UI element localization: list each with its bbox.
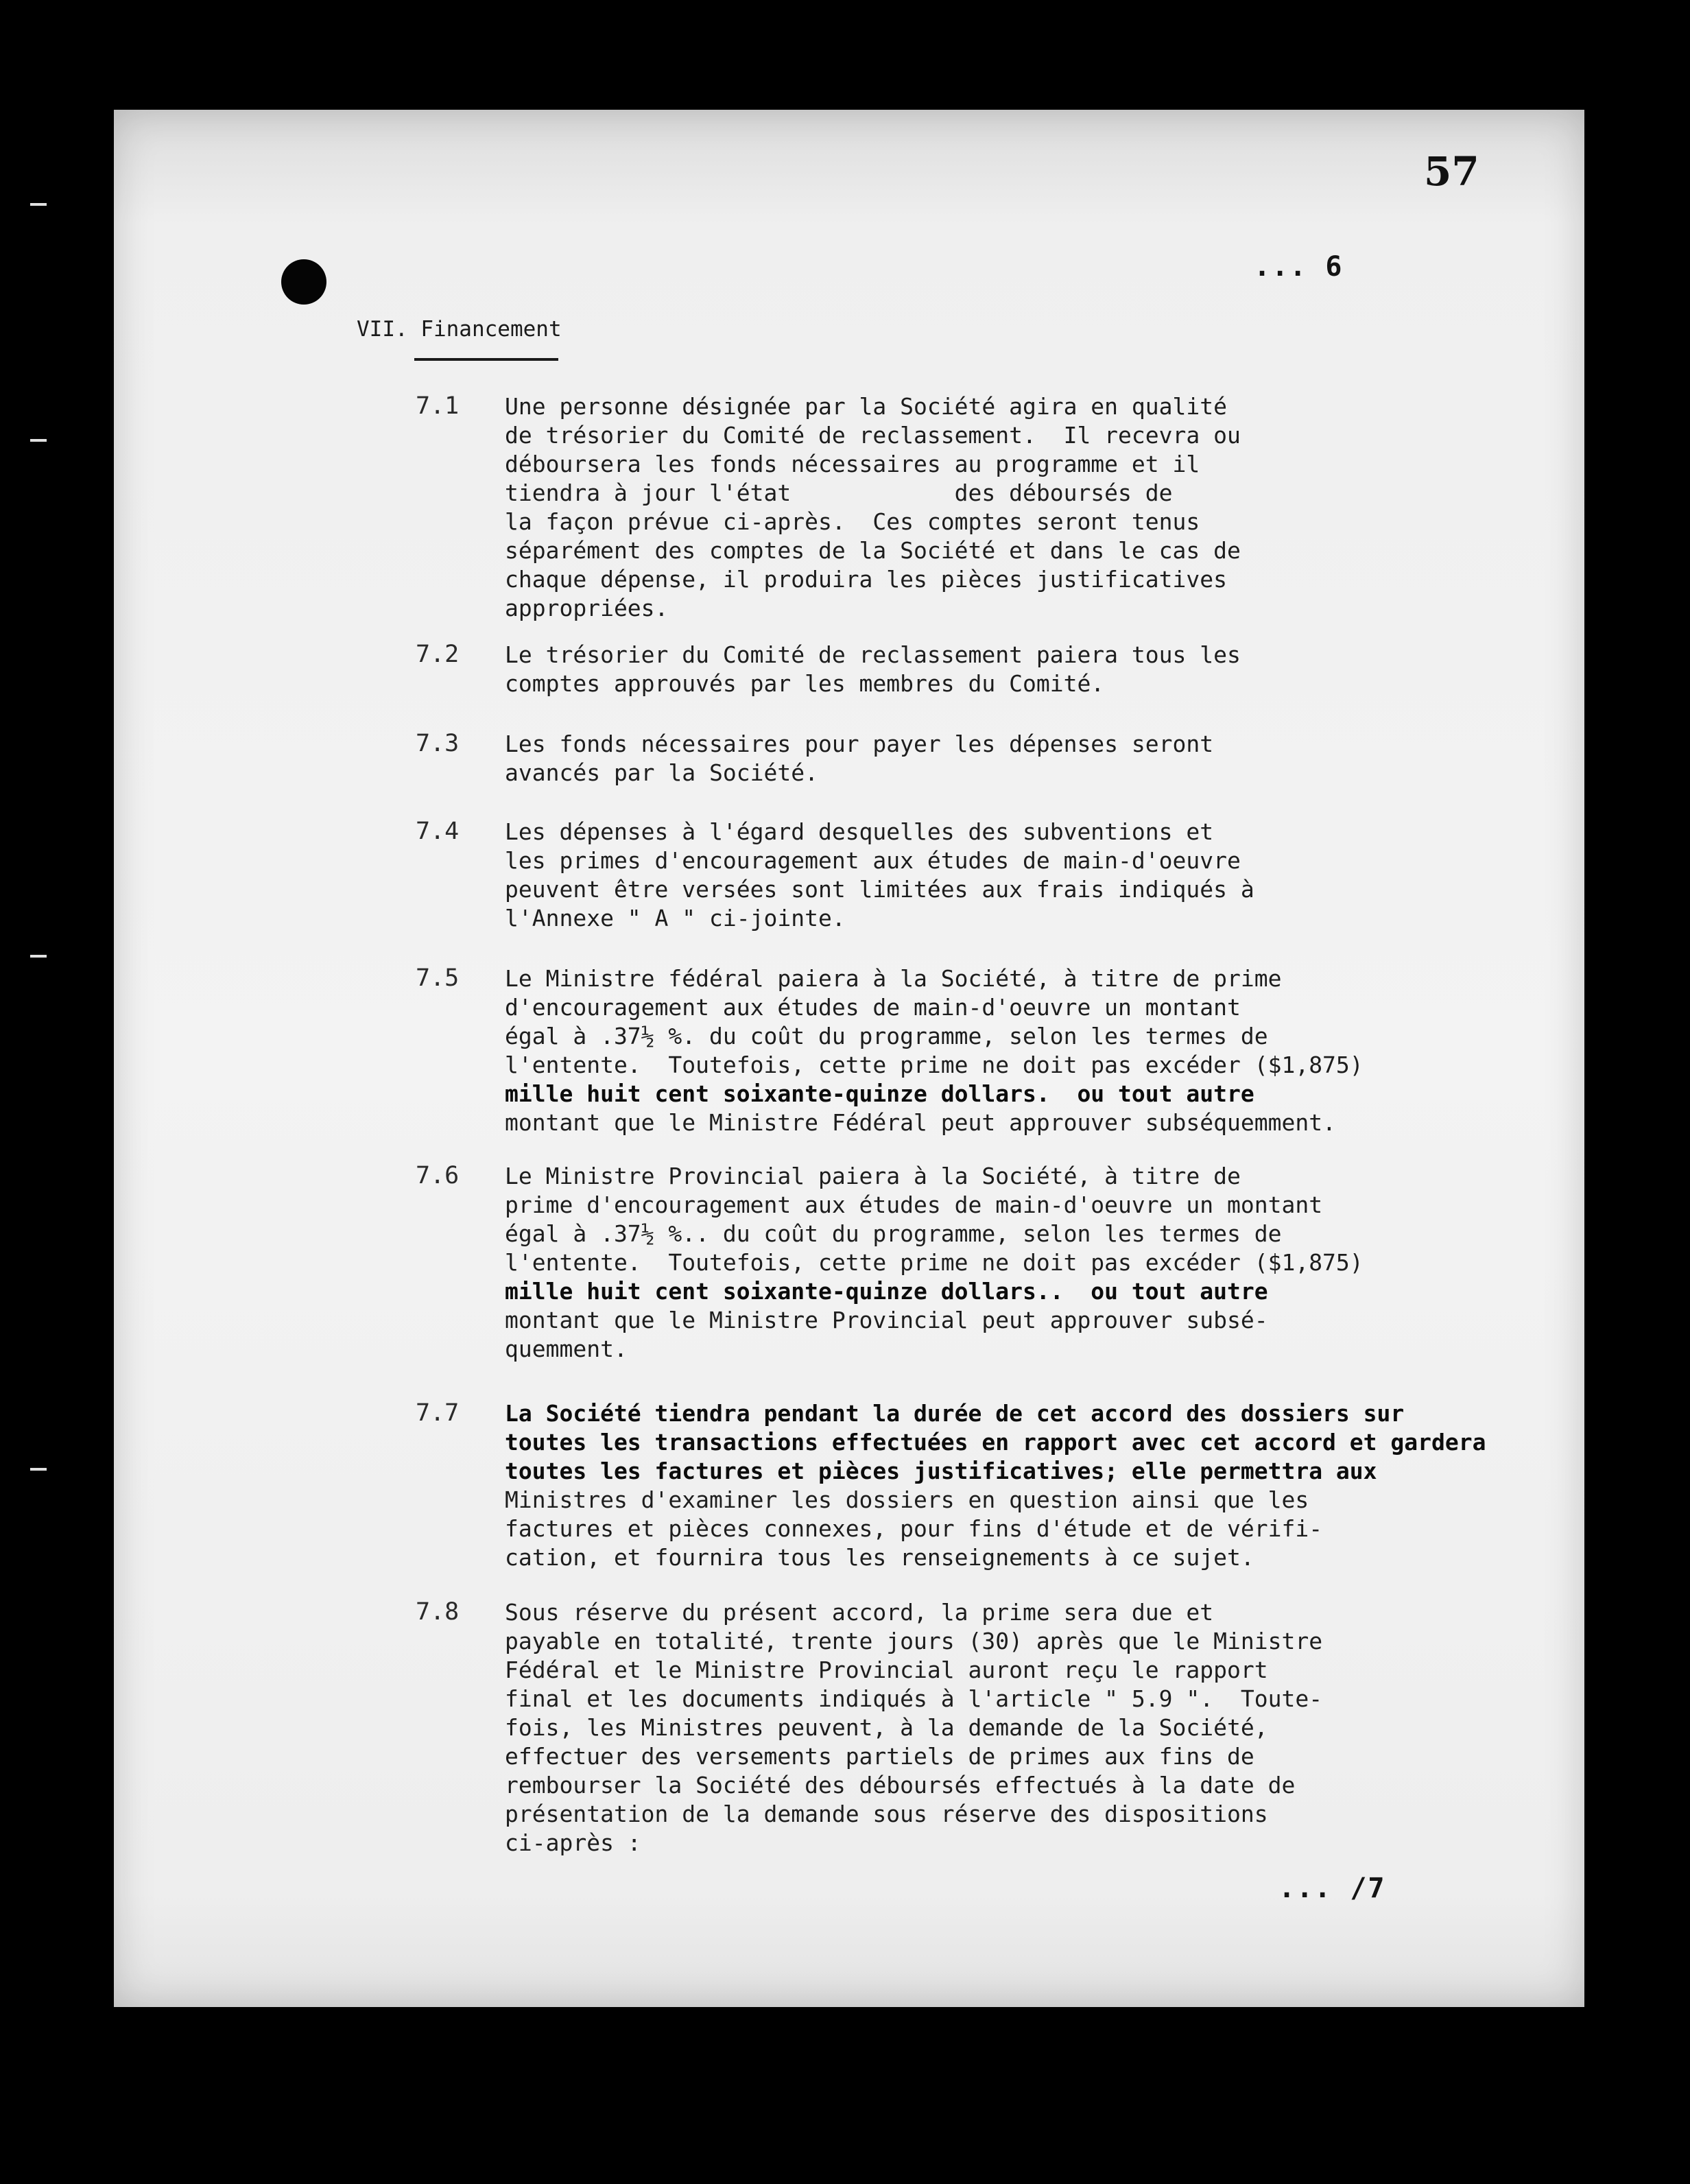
clause-number: 7.3 (416, 730, 460, 757)
clause-line: Fédéral et le Ministre Provincial auront reçu le rapport (505, 1657, 1268, 1683)
clause-text (505, 641, 1499, 698)
clause-number: 7.4 (416, 818, 460, 845)
clause-line: avancés par la Société. (505, 759, 818, 786)
clause-line: Les dépenses à l'égard desquelles des subventions et (505, 818, 1214, 845)
clause-line: déboursera les fonds nécessaires au programme et il (505, 451, 1200, 477)
clause-text (505, 392, 1499, 623)
clause-line: mille huit cent soixante-quinze dollars.. ou tout autre (505, 1278, 1268, 1305)
clause-line: rembourser la Société des déboursés effectués à la date de (505, 1772, 1296, 1799)
clause-number: 7.1 (416, 392, 460, 420)
clause-line: la façon prévue ci-après. Ces comptes seront tenus (505, 508, 1200, 535)
clause-text (505, 1162, 1499, 1364)
clause-line: quemment. (505, 1336, 628, 1362)
scan-edge-mark (30, 439, 47, 442)
clause-number: 7.2 (416, 641, 460, 668)
clause-line: Le Ministre fédéral paiera à la Société, à titre de prime (505, 965, 1282, 992)
clause-line: Sous réserve du présent accord, la prime sera due et (505, 1599, 1214, 1626)
clause-text (505, 730, 1499, 787)
clause-line: prime d'encouragement aux études de main-d'oeuvre un montant (505, 1191, 1323, 1218)
scan-edge-mark (30, 203, 47, 206)
clause-line: Le Ministre Provincial paiera à la Société, à titre de (505, 1163, 1241, 1189)
clause-line: chaque dépense, il produira les pièces justificatives (505, 566, 1227, 593)
clause-line: La Société tiendra pendant la durée de cet accord des dossiers sur (505, 1400, 1405, 1427)
clause-line: l'entente. Toutefois, cette prime ne doit pas excéder ($1,875) (505, 1249, 1364, 1276)
clause-line: ci-après : (505, 1829, 641, 1856)
clause-text (505, 818, 1499, 933)
page-number: 57 (1424, 148, 1479, 195)
clause-line: tiendra à jour l'état des déboursés de (505, 479, 1173, 506)
punch-hole (281, 259, 326, 305)
clause-line: Le trésorier du Comité de reclassement paiera tous les (505, 641, 1241, 668)
clause-number: 7.5 (416, 964, 460, 992)
continuation-marker-top: ... 6 (1254, 251, 1344, 283)
clause-line: appropriées. (505, 595, 669, 621)
clause-line: cation, et fournira tous les renseignements à ce sujet. (505, 1544, 1254, 1571)
clause-line: égal à .37½ %.. du coût du programme, selon les termes de (505, 1220, 1282, 1247)
clause-line: l'entente. Toutefois, cette prime ne doit pas excéder ($1,875) (505, 1052, 1364, 1078)
clause-line: les primes d'encouragement aux études de main-d'oeuvre (505, 847, 1241, 874)
section-heading: VII. Financement (357, 317, 562, 342)
clause-line: Une personne désignée par la Société agira en qualité (505, 393, 1227, 420)
document-page (114, 110, 1584, 2007)
clause-line: fois, les Ministres peuvent, à la demande de la Société, (505, 1714, 1268, 1741)
clause-line: peuvent être versées sont limitées aux frais indiqués à (505, 876, 1254, 903)
clause-line: d'encouragement aux études de main-d'oeuvre un montant (505, 994, 1241, 1021)
clause-text (505, 964, 1499, 1137)
clause-line: montant que le Ministre Provincial peut approuver subsé- (505, 1307, 1268, 1333)
clause-line: effectuer des versements partiels de primes aux fins de (505, 1743, 1254, 1770)
clause-text (505, 1598, 1499, 1857)
clause-line: présentation de la demande sous réserve des dispositions (505, 1801, 1268, 1827)
clause-line: payable en totalité, trente jours (30) après que le Ministre (505, 1628, 1323, 1654)
clause-line: l'Annexe " A " ci-jointe. (505, 905, 846, 931)
clause-line: factures et pièces connexes, pour fins d'étude et de vérifi- (505, 1515, 1323, 1542)
clause-text (505, 1399, 1499, 1572)
clause-line: final et les documents indiqués à l'article " 5.9 ". Toute- (505, 1685, 1323, 1712)
scan-edge-mark (30, 955, 47, 958)
heading-underline (414, 358, 558, 361)
clause-line: montant que le Ministre Fédéral peut approuver subséquemment. (505, 1109, 1336, 1136)
clause-line: Les fonds nécessaires pour payer les dépenses seront (505, 731, 1214, 757)
continuation-marker-bottom: ... /7 (1278, 1873, 1386, 1904)
clause-line: toutes les factures et pièces justificatives; elle permettra aux (505, 1458, 1377, 1484)
clause-line: comptes approuvés par les membres du Comité. (505, 670, 1105, 697)
scan-edge-mark (30, 1468, 47, 1471)
clause-line: Ministres d'examiner les dossiers en question ainsi que les (505, 1486, 1309, 1513)
clause-number: 7.6 (416, 1162, 460, 1189)
clause-line: de trésorier du Comité de reclassement. Il recevra ou (505, 422, 1241, 449)
clause-number: 7.8 (416, 1598, 460, 1626)
clause-line: toutes les transactions effectuées en rapport avec cet accord et gardera (505, 1429, 1486, 1456)
clause-line: mille huit cent soixante-quinze dollars. ou tout autre (505, 1080, 1254, 1107)
clause-number: 7.7 (416, 1399, 460, 1427)
clause-line: égal à .37½ %. du coût du programme, selon les termes de (505, 1023, 1268, 1049)
clause-line: séparément des comptes de la Société et dans le cas de (505, 537, 1241, 564)
